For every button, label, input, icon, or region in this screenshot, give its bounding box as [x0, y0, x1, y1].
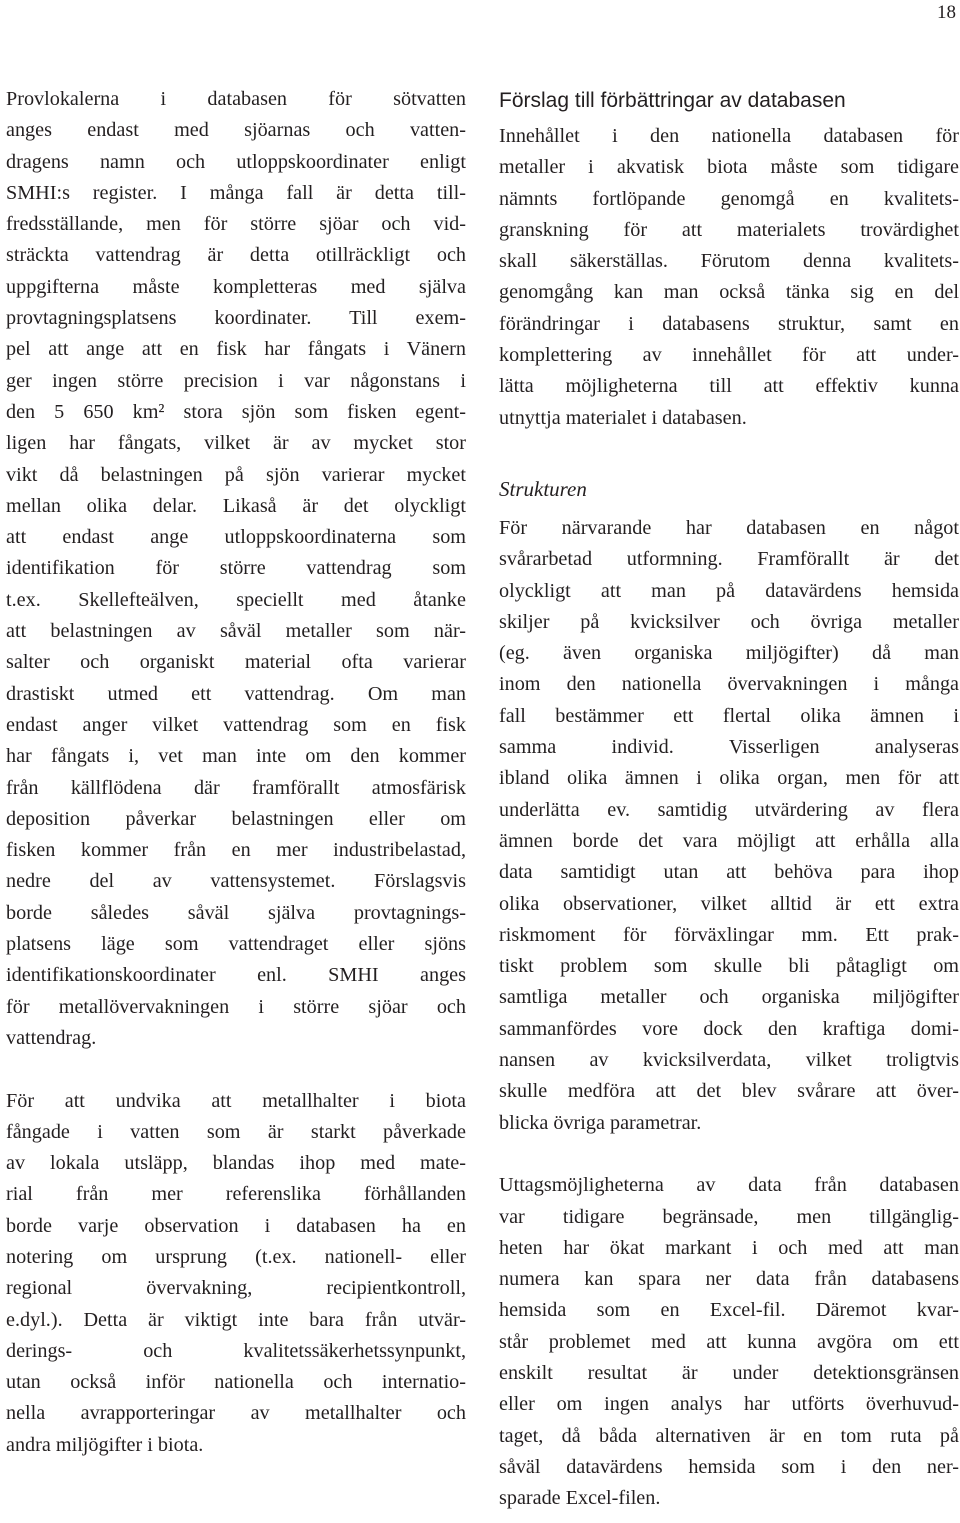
text-line: samma individ. Visserligen analyseras	[499, 736, 959, 759]
text-line: komplettering av innehållet för att under-	[499, 344, 959, 367]
text-line: tiskt problem som skulle bli påtagligt om	[499, 955, 959, 978]
text-line: identifikation för större vattendrag som	[6, 557, 466, 580]
text-line: för metallövervakningen i större sjöar och	[6, 995, 466, 1018]
text-line: regional övervakning, recipientkontroll,	[6, 1277, 466, 1300]
paragraph	[6, 84, 466, 1054]
text-line: nansen av kvicksilverdata, vilket troligtvis	[499, 1049, 959, 1072]
text-line: e.dyl.). Detta är viktigt inte bara från utvär-	[6, 1308, 466, 1331]
text-line: ligen har fångats, vilket är av mycket stor	[6, 432, 466, 455]
text-line: metaller i akvatisk biota måste som tidigare	[499, 156, 959, 179]
text-line: salter och organiskt material ofta varierar	[6, 651, 466, 674]
text-line: dragens namn och utloppskoordinater enligt	[6, 150, 466, 173]
text-line: För att undvika att metallhalter i biota	[6, 1089, 466, 1112]
right-column	[499, 84, 959, 1514]
text-line: hemsida som en Excel-fil. Däremot kvar-	[499, 1299, 959, 1322]
text-line: drastiskt utmed ett vattendrag. Om man	[6, 682, 466, 705]
text-line: andra miljögifter i biota.	[6, 1433, 204, 1456]
text-line: vattendrag.	[6, 1026, 97, 1049]
paragraph	[499, 513, 959, 1139]
text-line: ämnen borde det vara möjligt att erhålla alla	[499, 829, 959, 852]
subsection-body	[499, 513, 959, 1515]
text-line: pel att ange att en fisk har fångats i Vänern	[6, 338, 466, 361]
text-line: SMHI:s register. I många fall är detta till-	[6, 181, 466, 204]
text-line: skall säkerställas. Förutom denna kvalitets-	[499, 250, 959, 273]
text-line: nämnts fortlöpande genomgå en kvalitets-	[499, 187, 959, 210]
text-line: fångade i vatten som är starkt påverkade	[6, 1120, 466, 1143]
text-line: För närvarande har databasen en något	[499, 516, 959, 539]
text-line: heten har ökat markant i och med att man	[499, 1236, 959, 1259]
text-line: utan också inför nationella och internatio-	[6, 1371, 466, 1394]
text-line: provtagningsplatsens koordinater. Till exem-	[6, 307, 466, 330]
text-line: har fångats i, vet man inte om den kommer	[6, 745, 466, 768]
text-line: skulle medföra att det blev svårare att över-	[499, 1080, 959, 1103]
text-line: samtliga metaller och organiska miljögifter	[499, 986, 959, 1009]
text-line: Provlokalerna i databasen för sötvatten	[6, 88, 466, 110]
text-line: riskmoment för förväxlingar mm. Ett prak-	[499, 923, 959, 946]
text-line: står problemet med att kunna avgöra om ett	[499, 1330, 959, 1353]
text-line: enskilt resultat är under detektionsgränsen	[499, 1361, 959, 1384]
text-line: skiljer på kvicksilver och övriga metaller	[499, 610, 959, 633]
text-line: utnyttja materialet i databasen.	[499, 406, 747, 429]
text-line: lätta möjligheterna till att effektiv kunna	[499, 375, 959, 398]
text-line: nella avrapporteringar av metallhalter och	[6, 1402, 466, 1425]
left-column	[6, 84, 466, 1461]
text-line: nedre del av vattensystemet. Förslagsvis	[6, 870, 466, 893]
text-line: deposition påverkar belastningen eller om	[6, 807, 466, 830]
text-line: rial från mer referenslika förhållanden	[6, 1183, 466, 1206]
page-number: 18	[937, 2, 956, 23]
text-line: borde således såväl själva provtagnings-	[6, 901, 466, 924]
paragraph	[499, 121, 959, 434]
text-line: sammanfördes vore dock den kraftiga domi-	[499, 1017, 959, 1040]
text-line: den 5 650 km² stora sjön som fisken egent-	[6, 400, 466, 423]
text-line: av lokala utsläpp, blandas ihop med mate-	[6, 1152, 466, 1175]
paragraph-gap	[6, 1054, 466, 1085]
text-line: var tidigare begränsade, men tillgänglig-	[499, 1205, 959, 1228]
text-line: sträckta vattendrag är detta otillräckligt och	[6, 244, 466, 267]
text-line: eller om ingen analys har utförts överhuvud-	[499, 1393, 959, 1416]
paragraph	[6, 1086, 466, 1462]
text-line: taget, då båda alternativen är en tom ruta på	[499, 1424, 959, 1447]
text-line: notering om ursprung (t.ex. nationell- eller	[6, 1245, 466, 1268]
text-line: från källflödena där framförallt atmosfärisk	[6, 776, 466, 799]
text-line: vikt då belastningen på sjön varierar mycket	[6, 463, 466, 486]
text-line: fisken kommer från en mer industribelastad,	[6, 839, 466, 862]
text-line: fredsställande, men för större sjöar och vid-	[6, 213, 466, 236]
text-line: Uttagsmöjligheterna av data från databasen	[499, 1174, 959, 1197]
intro-paragraph	[499, 121, 959, 434]
text-line: svårarbetad utformning. Framförallt är det	[499, 548, 959, 571]
text-line: fall bestämmer ett flertal olika ämnen i	[499, 704, 959, 727]
subsection-heading: Strukturen	[499, 476, 587, 501]
paragraph	[499, 1170, 959, 1514]
text-line: uppgifterna måste kompletteras med själva	[6, 275, 466, 298]
text-line: platsens läge som vattendraget eller sjöns	[6, 933, 466, 956]
text-line: sparade Excel-filen.	[499, 1487, 661, 1510]
text-line: t.ex. Skellefteälven, speciellt med åtanke	[6, 588, 466, 611]
text-line: såväl datavärdens hemsida som i den ner-	[499, 1455, 959, 1478]
text-line: blicka övriga parametrar.	[499, 1111, 702, 1134]
text-line: olyckligt att man på datavärdens hemsida	[499, 579, 959, 602]
text-line: endast anger vilket vattendrag som en fisk	[6, 713, 466, 736]
text-line: att belastningen av såväl metaller som när-	[6, 620, 466, 643]
text-line: mellan olika delar. Likaså är det olyckligt	[6, 494, 466, 517]
text-line: inom den nationella övervakningen i många	[499, 673, 959, 696]
section-heading: Förslag till förbättringar av databasen	[499, 89, 846, 112]
text-line: numera kan spara ner data från databasens	[499, 1268, 959, 1291]
text-line: data samtidigt utan att behöva para ihop	[499, 861, 959, 884]
text-line: anges endast med sjöarnas och vatten-	[6, 119, 466, 142]
text-line: olika observationer, vilket alltid är ett extra	[499, 892, 959, 915]
text-line: genomgång kan man också tänka sig en del	[499, 281, 959, 304]
text-line: underlätta ev. samtidig utvärdering av flera	[499, 798, 959, 821]
text-line: borde varje observation i databasen ha en	[6, 1214, 466, 1237]
text-line: derings- och kvalitetssäkerhetssynpunkt,	[6, 1339, 466, 1362]
text-line: Innehållet i den nationella databasen för	[499, 125, 959, 147]
text-line: (eg. även organiska miljögifter) då man	[499, 642, 959, 665]
text-line: identifikationskoordinater enl. SMHI anges	[6, 964, 466, 987]
text-line: granskning för att materialets trovärdighet	[499, 218, 959, 241]
text-line: ibland olika ämnen i olika organ, men för att	[499, 767, 959, 790]
paragraph-gap	[499, 1139, 959, 1170]
text-line: ger ingen större precision i var någonstans i	[6, 369, 466, 392]
text-line: förändringar i databasens struktur, samt en	[499, 312, 959, 335]
text-line: att endast ange utloppskoordinaterna som	[6, 526, 466, 549]
